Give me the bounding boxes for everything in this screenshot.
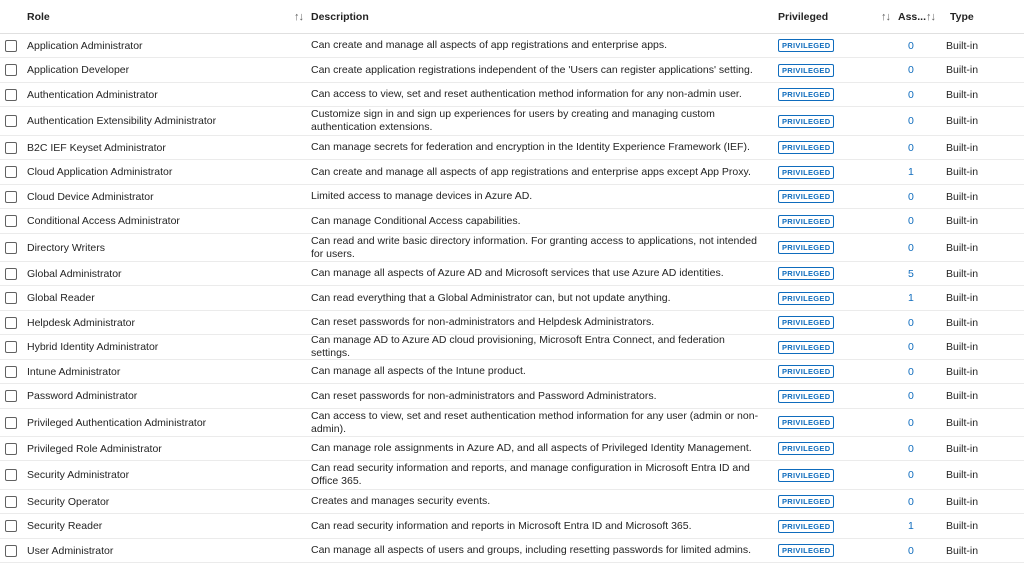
role-description: Can read security information and reports in Microsoft Entra ID and Microsoft 365. — [311, 519, 692, 532]
privileged-badge: PRIVILEGED — [778, 88, 834, 101]
role-type: Built-in — [946, 544, 979, 557]
role-type: Built-in — [946, 141, 979, 154]
assignments-count-link[interactable]: 0 — [908, 365, 914, 378]
checkbox-icon[interactable] — [5, 417, 17, 429]
privileged-cell — [778, 520, 872, 533]
privileged-cell — [778, 442, 872, 455]
privileged-cell — [778, 141, 872, 154]
row-select-cell[interactable] — [0, 317, 27, 329]
role-name[interactable]: Cloud Application Administrator — [27, 166, 173, 178]
checkbox-icon[interactable] — [5, 242, 17, 254]
assignments-count-link[interactable]: 0 — [908, 469, 914, 481]
role-description: Can read security information and reports, and manage configuration in Microsoft Entra ID and Office 365. — [311, 462, 750, 487]
privileged-badge: PRIVILEGED — [778, 416, 834, 429]
row-select-cell[interactable] — [0, 366, 27, 378]
table-row[interactable] — [0, 384, 1024, 409]
role-type: Built-in — [946, 416, 979, 429]
role-description: Can access to view, set and reset authentication method information for any non-admin user. — [311, 88, 742, 100]
table-row[interactable] — [0, 409, 1024, 437]
privileged-badge: PRIVILEGED — [778, 64, 834, 77]
row-select-cell[interactable] — [0, 341, 27, 353]
column-header-privileged-label: Privileged — [778, 10, 829, 23]
row-select-cell[interactable] — [0, 89, 27, 101]
role-type: Built-in — [946, 190, 979, 203]
role-name[interactable]: Global Reader — [27, 292, 95, 304]
privileged-cell — [778, 469, 872, 482]
row-select-cell[interactable] — [0, 215, 27, 227]
sort-arrows-icon[interactable]: ↑↓ — [926, 10, 936, 23]
assignments-count-link[interactable]: 0 — [908, 115, 914, 127]
row-select-cell[interactable] — [0, 390, 27, 402]
row-select-cell[interactable] — [0, 268, 27, 280]
checkbox-icon[interactable] — [5, 341, 17, 353]
assignments-count-link[interactable]: 0 — [908, 141, 914, 154]
row-select-cell[interactable] — [0, 115, 27, 127]
privileged-badge: PRIVILEGED — [778, 469, 834, 482]
column-header-privileged[interactable] — [778, 11, 896, 23]
table-row[interactable] — [0, 286, 1024, 311]
role-description: Can create and manage all aspects of app registrations and enterprise apps. — [311, 39, 668, 51]
privileged-badge: PRIVILEGED — [778, 495, 834, 508]
role-name[interactable]: Privileged Authentication Administrator — [27, 416, 207, 429]
role-type: Built-in — [946, 365, 979, 378]
assignments-count-link[interactable]: 1 — [908, 292, 914, 304]
assignments-count-link[interactable]: 0 — [908, 64, 914, 76]
privileged-badge: PRIVILEGED — [778, 316, 834, 329]
role-type: Built-in — [946, 316, 979, 329]
checkbox-icon[interactable] — [5, 292, 17, 304]
role-type: Built-in — [946, 520, 979, 532]
assignments-count-link[interactable]: 0 — [908, 416, 914, 429]
role-name[interactable]: Password Administrator — [27, 390, 138, 402]
role-description: Can manage secrets for federation and encryption in the Identity Experience Framework (IEF). — [311, 141, 750, 153]
row-select-cell[interactable] — [0, 40, 27, 52]
column-header-description[interactable]: Description — [311, 10, 369, 23]
role-name[interactable]: Security Reader — [27, 520, 103, 532]
table-row[interactable] — [0, 311, 1024, 335]
row-select-cell[interactable] — [0, 64, 27, 76]
role-name[interactable]: Application Administrator — [27, 39, 143, 52]
table-row[interactable] — [0, 539, 1024, 563]
privileged-badge: PRIVILEGED — [778, 365, 834, 378]
role-description: Can manage all aspects of the Intune product. — [311, 365, 526, 377]
checkbox-icon[interactable] — [5, 317, 17, 329]
role-type: Built-in — [946, 215, 979, 227]
privileged-badge: PRIVILEGED — [778, 39, 834, 52]
role-name[interactable]: Security Operator — [27, 495, 110, 508]
role-name[interactable]: Helpdesk Administrator — [27, 316, 135, 329]
checkbox-icon[interactable] — [5, 40, 17, 52]
row-select-cell[interactable] — [0, 166, 27, 178]
row-select-cell[interactable] — [0, 443, 27, 455]
table-row[interactable] — [0, 234, 1024, 262]
role-type: Built-in — [946, 88, 979, 101]
checkbox-icon[interactable] — [5, 520, 17, 532]
role-description: Can manage all aspects of users and groups, including resetting passwords for limited admins. — [311, 544, 752, 556]
role-description: Creates and manages security events. — [311, 495, 491, 507]
table-row[interactable] — [0, 58, 1024, 83]
table-row[interactable] — [0, 185, 1024, 209]
role-description: Limited access to manage devices in Azure AD. — [311, 190, 533, 202]
role-description: Can manage role assignments in Azure AD, and all aspects of Privileged Identity Management. — [311, 442, 752, 454]
privileged-badge: PRIVILEGED — [778, 442, 834, 455]
row-select-cell[interactable] — [0, 496, 27, 508]
assignments-count-link[interactable]: 0 — [908, 88, 914, 101]
role-type: Built-in — [946, 267, 979, 280]
table-row[interactable] — [0, 83, 1024, 107]
column-header-assignments-label: Ass... — [898, 10, 927, 23]
checkbox-icon[interactable] — [5, 215, 17, 227]
table-row[interactable] — [0, 490, 1024, 514]
assignments-count-link[interactable]: 0 — [908, 215, 914, 227]
table-row[interactable] — [0, 360, 1024, 384]
role-name[interactable]: Application Developer — [27, 64, 130, 76]
table-row[interactable] — [0, 136, 1024, 160]
table-row[interactable] — [0, 461, 1024, 490]
role-description: Can manage AD to Azure AD cloud provisioning, Microsoft Entra Connect, and federation settings. — [311, 334, 725, 359]
table-header-row — [0, 0, 1024, 34]
privileged-cell — [778, 241, 872, 254]
privileged-cell — [778, 390, 872, 403]
privileged-cell — [778, 39, 872, 52]
privileged-badge: PRIVILEGED — [778, 292, 834, 305]
assignments-count-link[interactable]: 1 — [908, 166, 914, 178]
table-row[interactable] — [0, 514, 1024, 539]
privileged-badge: PRIVILEGED — [778, 190, 834, 203]
role-name[interactable]: Intune Administrator — [27, 365, 121, 378]
privileged-cell — [778, 544, 872, 557]
role-type: Built-in — [946, 39, 979, 52]
role-description: Can reset passwords for non-administrators and Password Administrators. — [311, 389, 657, 402]
privileged-cell — [778, 495, 872, 508]
role-type: Built-in — [946, 292, 979, 304]
checkbox-icon[interactable] — [5, 142, 17, 154]
checkbox-icon[interactable] — [5, 545, 17, 557]
assignments-count-link[interactable]: 0 — [908, 390, 914, 402]
privileged-badge: PRIVILEGED — [778, 520, 834, 533]
privileged-badge: PRIVILEGED — [778, 390, 834, 403]
privileged-cell — [778, 88, 872, 101]
assignments-count-link[interactable]: 0 — [908, 39, 914, 52]
row-select-cell[interactable] — [0, 142, 27, 154]
table-row[interactable] — [0, 209, 1024, 234]
row-select-cell[interactable] — [0, 545, 27, 557]
role-description: Can read and write basic directory information. For granting access to applications, not intended for users. — [311, 234, 757, 260]
role-name[interactable]: B2C IEF Keyset Administrator — [27, 141, 166, 154]
table-row[interactable] — [0, 34, 1024, 58]
table-row[interactable] — [0, 262, 1024, 286]
privileged-badge: PRIVILEGED — [778, 166, 834, 179]
role-description: Can access to view, set and reset authentication method information for any user (admin or non-admin). — [311, 409, 759, 435]
checkbox-icon[interactable] — [5, 366, 17, 378]
assignments-count-link[interactable]: 0 — [908, 442, 914, 455]
checkbox-icon[interactable] — [5, 166, 17, 178]
privileged-badge: PRIVILEGED — [778, 544, 834, 557]
privileged-badge: PRIVILEGED — [778, 241, 834, 254]
privileged-cell — [778, 190, 872, 203]
checkbox-icon[interactable] — [5, 191, 17, 203]
checkbox-icon[interactable] — [5, 268, 17, 280]
role-name[interactable]: User Administrator — [27, 544, 114, 557]
role-name[interactable]: Authentication Extensibility Administrator — [27, 115, 217, 127]
role-name[interactable]: Conditional Access Administrator — [27, 215, 180, 227]
privileged-cell — [778, 64, 872, 77]
role-type: Built-in — [946, 442, 979, 455]
privileged-cell — [778, 166, 872, 179]
role-name[interactable]: Global Administrator — [27, 267, 122, 280]
checkbox-icon[interactable] — [5, 390, 17, 402]
checkbox-icon[interactable] — [5, 469, 17, 481]
role-type: Built-in — [946, 390, 979, 402]
role-description: Can reset passwords for non-administrators and Helpdesk Administrators. — [311, 316, 655, 328]
role-description: Can manage all aspects of Azure AD and Microsoft services that use Azure AD identities. — [311, 267, 724, 279]
column-header-role[interactable] — [27, 11, 311, 23]
checkbox-icon[interactable] — [5, 443, 17, 455]
table-row[interactable] — [0, 437, 1024, 461]
role-type: Built-in — [946, 341, 979, 353]
privileged-cell — [778, 115, 872, 128]
role-description: Can create application registrations independent of the 'Users can register applications' setting. — [311, 63, 753, 76]
row-select-cell[interactable] — [0, 417, 27, 429]
column-header-type[interactable]: Type — [950, 10, 974, 23]
role-description: Can manage Conditional Access capabilities. — [311, 214, 521, 227]
role-type: Built-in — [946, 115, 979, 127]
assignments-count-link[interactable]: 0 — [908, 190, 914, 203]
assignments-count-link[interactable]: 0 — [908, 544, 914, 557]
role-description: Customize sign in and sign up experiences for users by creating and managing custom authentication extensions. — [311, 108, 715, 133]
privileged-cell — [778, 365, 872, 378]
table-body — [0, 34, 1024, 563]
row-select-cell[interactable] — [0, 469, 27, 481]
table-row[interactable] — [0, 160, 1024, 185]
role-name[interactable]: Hybrid Identity Administrator — [27, 341, 159, 353]
privileged-cell — [778, 292, 872, 305]
role-type: Built-in — [946, 64, 979, 76]
assignments-count-link[interactable]: 0 — [908, 316, 914, 329]
assignments-count-link[interactable]: 5 — [908, 267, 914, 280]
assignments-count-link[interactable]: 0 — [908, 341, 914, 353]
sort-arrows-icon[interactable]: ↑↓ — [294, 10, 303, 23]
privileged-badge: PRIVILEGED — [778, 115, 834, 128]
role-name[interactable]: Security Administrator — [27, 469, 130, 481]
table-row[interactable] — [0, 335, 1024, 360]
privileged-cell — [778, 267, 872, 280]
role-name[interactable]: Cloud Device Administrator — [27, 190, 154, 203]
role-type: Built-in — [946, 241, 979, 254]
role-type: Built-in — [946, 166, 979, 178]
role-name[interactable]: Privileged Role Administrator — [27, 442, 162, 455]
privileged-cell — [778, 215, 872, 228]
role-description: Can create and manage all aspects of app registrations and enterprise apps except App Proxy. — [311, 165, 751, 178]
privileged-badge: PRIVILEGED — [778, 341, 834, 354]
checkbox-icon[interactable] — [5, 64, 17, 76]
privileged-cell — [778, 416, 872, 429]
assignments-count-link[interactable]: 1 — [908, 520, 914, 532]
row-select-cell[interactable] — [0, 242, 27, 254]
role-type: Built-in — [946, 495, 979, 508]
role-name[interactable]: Authentication Administrator — [27, 88, 158, 101]
checkbox-icon[interactable] — [5, 496, 17, 508]
sort-arrows-icon[interactable]: ↑↓ — [881, 10, 890, 23]
assignments-count-link[interactable]: 0 — [908, 495, 914, 508]
role-type: Built-in — [946, 469, 979, 481]
privileged-badge: PRIVILEGED — [778, 141, 834, 154]
row-select-cell[interactable] — [0, 520, 27, 532]
role-name[interactable]: Directory Writers — [27, 241, 105, 254]
privileged-badge: PRIVILEGED — [778, 267, 834, 280]
row-select-cell[interactable] — [0, 191, 27, 203]
privileged-badge: PRIVILEGED — [778, 215, 834, 228]
row-select-cell[interactable] — [0, 292, 27, 304]
privileged-cell — [778, 341, 872, 354]
checkbox-icon[interactable] — [5, 115, 17, 127]
role-description: Can read everything that a Global Administrator can, but not update anything. — [311, 291, 671, 304]
assignments-count-link[interactable]: 0 — [908, 241, 914, 254]
privileged-cell — [778, 316, 872, 329]
column-header-assignments[interactable] — [896, 11, 946, 23]
table-row[interactable] — [0, 107, 1024, 136]
checkbox-icon[interactable] — [5, 89, 17, 101]
column-header-role-label: Role — [27, 10, 50, 23]
